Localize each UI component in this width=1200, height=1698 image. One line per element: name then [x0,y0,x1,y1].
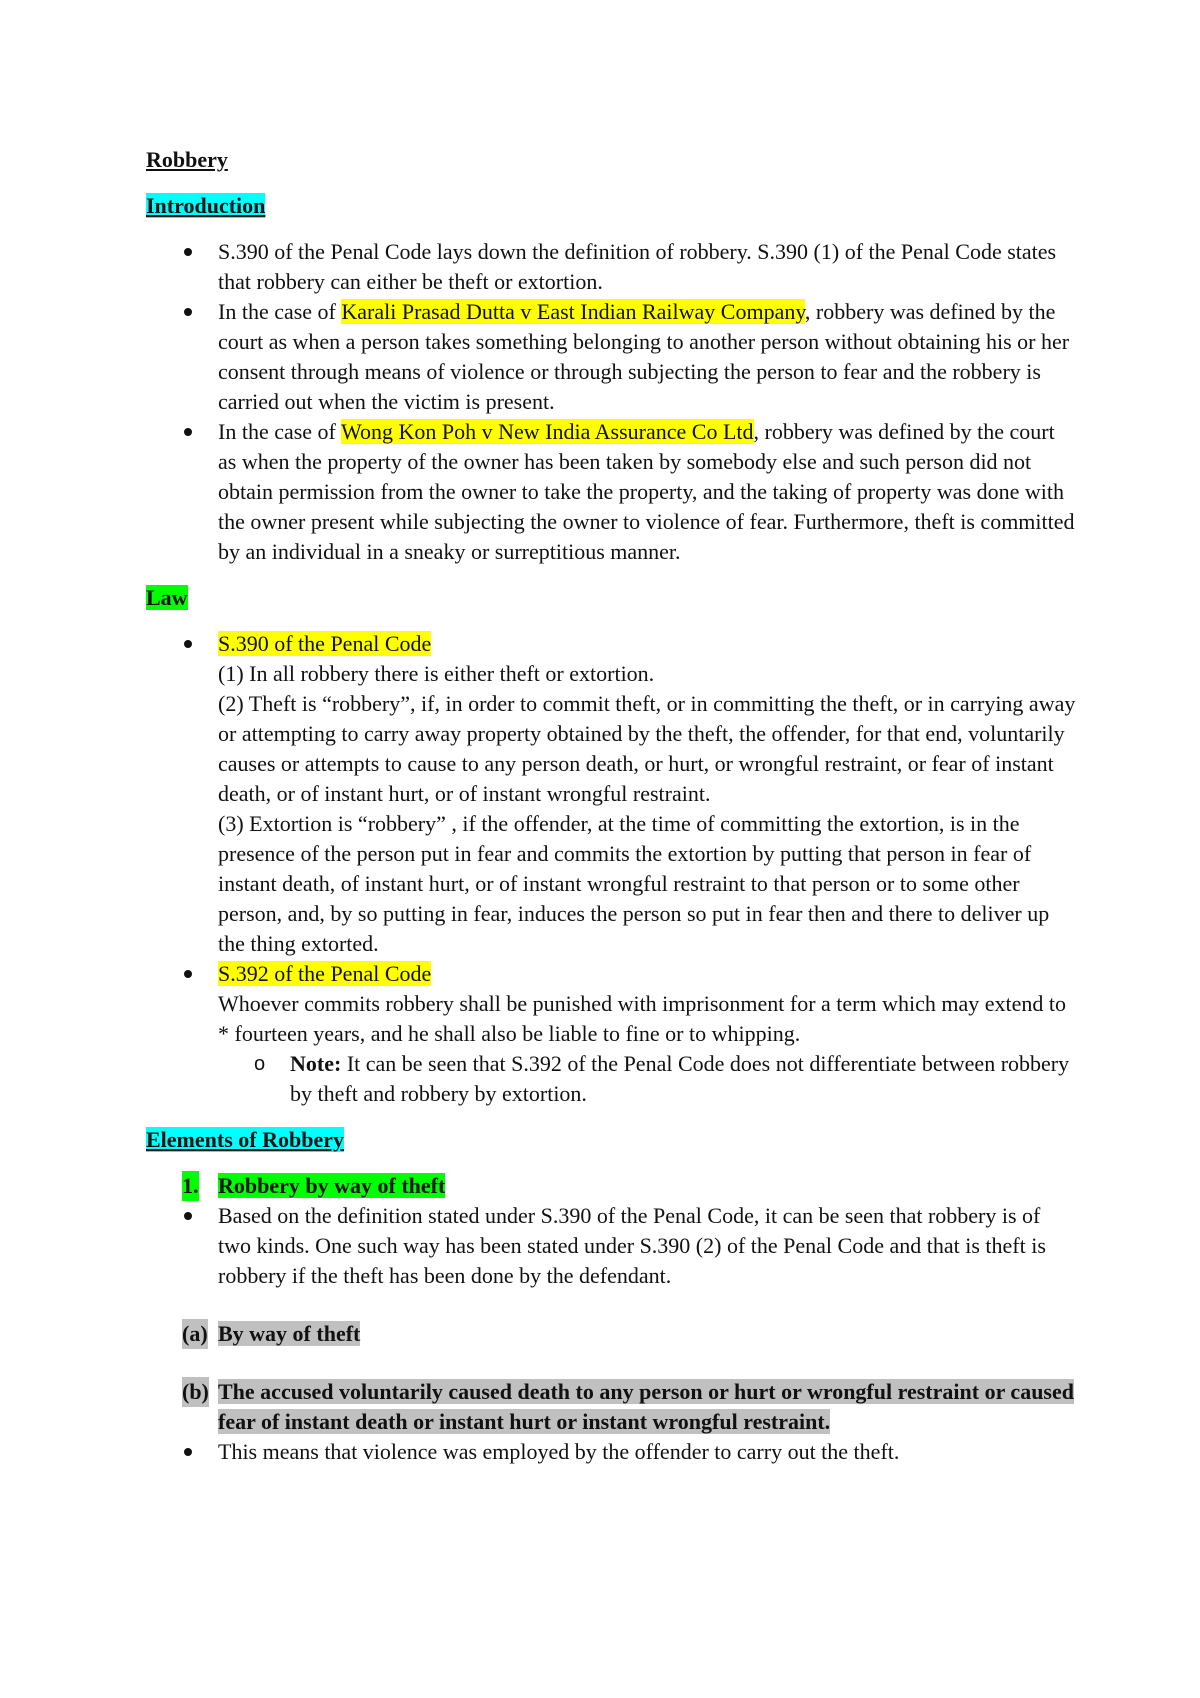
statute-text: Whoever commits robbery shall be punished with imprisonment for a term which may extend to * fourteen years, and he shall also be liable to fine or to whipping. [218,991,1067,1046]
introduction-list [146,237,1076,567]
case-name: Wong Kon Poh v New India Assurance Co Ltd [341,419,754,444]
element-b-list [146,1437,1076,1467]
elements-list [146,1201,1076,1291]
list-item [146,959,1076,1109]
statute-title: S.392 of the Penal Code [218,961,432,986]
numbered-heading: 1. Robbery by way of theft [146,1171,1076,1201]
statute-subsection: (3) Extortion is “robbery” , if the offender, at the time of committing the extortion, is in the presence of the person put in fear and commits the extortion by putting that person in fear of instant death, of instant hurt, or of instant wrongful restraint to that person or to some other person, and, by so putting in fear, induces the person so put in fear then and there to deliver up the thing extorted. [218,811,1050,956]
list-item [146,629,1076,959]
element-a-heading: (a) By way of theft [146,1319,1076,1349]
element-b-heading: (b) The accused voluntarily caused death to any person or hurt or wrongful restraint or caused fear of instant death or instant hurt or instant wrongful restraint. [182,1379,1074,1434]
section-heading-elements: Elements of Robbery [146,1127,344,1152]
note-item: o Note: It can be seen that S.392 of the Penal Code does not differentiate between robbery by theft and robbery by extortion. [218,1049,1076,1109]
note-list [218,1049,1076,1109]
statute-title: S.390 of the Penal Code [218,631,432,656]
page-title: Robbery [146,147,228,172]
law-list [146,629,1076,1109]
case-name: Karali Prasad Dutta v East Indian Railway Company [341,299,805,324]
document-content [146,145,1076,1483]
list-item: This means that violence was employed by the offender to carry out the theft. [146,1437,1076,1467]
list-item: S.390 of the Penal Code lays down the definition of robbery. S.390 (1) of the Penal Code states that robbery can either be theft or extortion. [146,237,1076,297]
list-item: In the case of Karali Prasad Dutta v East Indian Railway Company, robbery was defined by the court as when a person takes something belonging to another person without obtaining his or her consent through means of violence or through subjecting the person to fear and the robbery is carried out when the victim is present. [146,297,1076,417]
statute-subsection: (1) In all robbery there is either theft or extortion. [218,661,655,686]
section-heading-introduction: Introduction [146,193,266,218]
statute-subsection: (2) Theft is “robbery”, if, in order to commit theft, or in committing the theft, or in carrying away or attempting to carry away property obtained by the theft, the offender, for that end, voluntarily causes or attempts to cause to any person death, or hurt, or wrongful restraint, or fear of instant death, or of instant hurt, or of instant wrongful restraint. [218,691,1076,806]
section-heading-law: Law [146,585,188,610]
list-item: In the case of Wong Kon Poh v New India Assurance Co Ltd, robbery was defined by the court as when the property of the owner has been taken by somebody else and such person did not obtain permission from the owner to take the property, and the taking of property was done with the owner present while subjecting the owner to violence of fear. Furthermore, theft is committed by an individual in a sneaky or surreptitious manner. [146,417,1076,567]
list-item: Based on the definition stated under S.390 of the Penal Code, it can be seen that robbery is of two kinds. One such way has been stated under S.390 (2) of the Penal Code and that is theft is robbery if the theft has been done by the defendant. [146,1201,1076,1291]
